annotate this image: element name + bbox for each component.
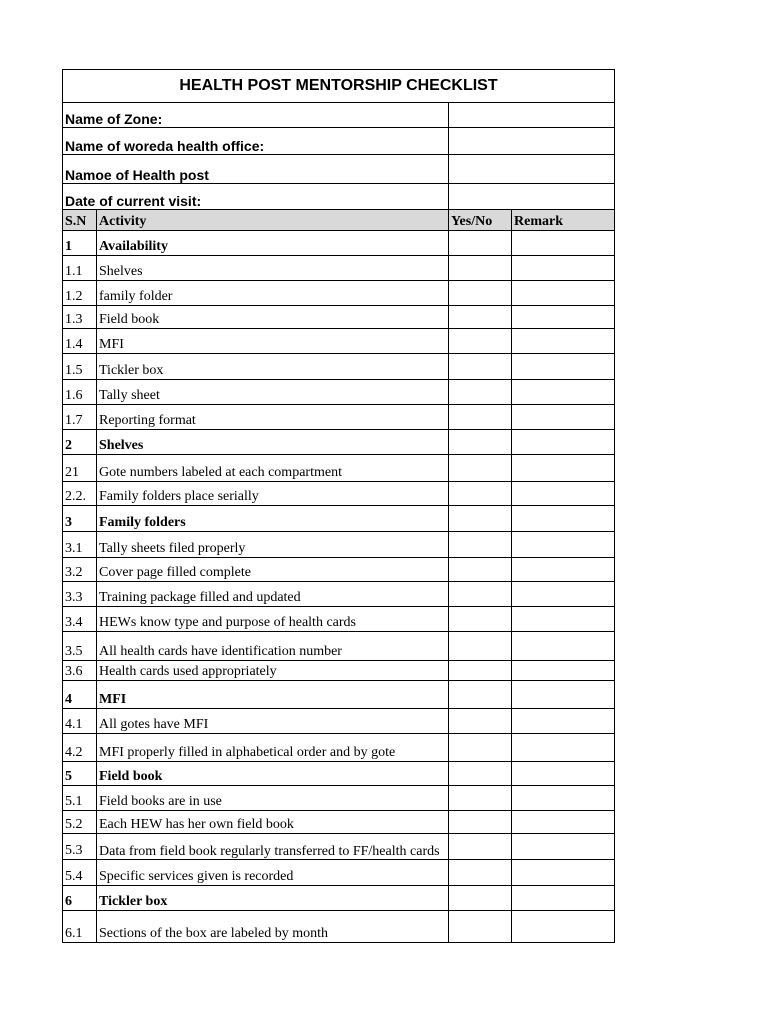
yesno-cell[interactable]	[449, 380, 512, 405]
info-field-row	[63, 103, 615, 128]
yesno-cell[interactable]	[449, 709, 512, 734]
remark-cell[interactable]	[512, 506, 615, 532]
row-activity: Availability	[97, 231, 449, 256]
row-activity	[97, 834, 449, 860]
remark-cell[interactable]	[512, 306, 615, 329]
yesno-cell[interactable]	[449, 681, 512, 709]
checklist-row	[63, 558, 615, 582]
row-sn: 5	[63, 762, 97, 786]
row-sn: 4.1	[63, 709, 97, 734]
yesno-cell[interactable]	[449, 256, 512, 281]
row-sn: 5.1	[63, 786, 97, 811]
row-activity: Family folders	[97, 506, 449, 532]
yesno-cell[interactable]	[449, 558, 512, 582]
yesno-cell[interactable]	[449, 811, 512, 834]
checklist-row	[63, 607, 615, 632]
header-remark: Remark	[512, 210, 615, 231]
remark-cell[interactable]	[512, 354, 615, 380]
checklist-row	[63, 582, 615, 607]
row-activity: Specific services given is recorded	[97, 860, 449, 886]
mentorship-checklist-table	[62, 69, 615, 943]
row-sn: 3.6	[63, 661, 97, 681]
checklist-row	[63, 811, 615, 834]
row-activity: MFI	[97, 681, 449, 709]
checklist-row	[63, 532, 615, 558]
remark-cell[interactable]	[512, 558, 615, 582]
row-activity: MFI properly filled in alphabetical order and by gote	[97, 734, 449, 762]
remark-cell[interactable]	[512, 430, 615, 455]
checklist-row	[63, 405, 615, 430]
remark-cell[interactable]	[512, 811, 615, 834]
remark-cell[interactable]	[512, 231, 615, 256]
row-sn: 1	[63, 231, 97, 256]
row-activity: Field books are in use	[97, 786, 449, 811]
remark-cell[interactable]	[512, 860, 615, 886]
yesno-cell[interactable]	[449, 661, 512, 681]
info-field-value[interactable]	[449, 155, 615, 184]
remark-cell[interactable]	[512, 380, 615, 405]
checklist-row	[63, 834, 615, 860]
info-field-label: Name of Zone:	[63, 103, 449, 128]
row-sn: 3.5	[63, 632, 97, 661]
section-row	[63, 506, 615, 532]
remark-cell[interactable]	[512, 734, 615, 762]
row-activity: Field book	[97, 762, 449, 786]
yesno-cell[interactable]	[449, 786, 512, 811]
yesno-cell[interactable]	[449, 506, 512, 532]
row-sn: 3.3	[63, 582, 97, 607]
section-row	[63, 430, 615, 455]
row-activity: Tickler box	[97, 886, 449, 911]
row-activity: Reporting format	[97, 405, 449, 430]
remark-cell[interactable]	[512, 607, 615, 632]
info-field-label: Namoe of Health post	[63, 155, 449, 184]
row-activity: Sections of the box are labeled by month	[97, 911, 449, 943]
row-sn: 6	[63, 886, 97, 911]
info-field-label: Name of woreda health office:	[63, 128, 449, 155]
section-row	[63, 681, 615, 709]
row-sn: 5.2	[63, 811, 97, 834]
row-activity: Health cards used appropriately	[97, 661, 449, 681]
checklist-row	[63, 482, 615, 506]
remark-cell[interactable]	[512, 582, 615, 607]
yesno-cell[interactable]	[449, 607, 512, 632]
row-activity: Cover page filled complete	[97, 558, 449, 582]
info-field-value[interactable]	[449, 184, 615, 210]
row-sn: 1.6	[63, 380, 97, 405]
row-activity: Tally sheets filed properly	[97, 532, 449, 558]
yesno-cell[interactable]	[449, 482, 512, 506]
remark-cell[interactable]	[512, 834, 615, 860]
yesno-cell[interactable]	[449, 860, 512, 886]
header-yesno: Yes/No	[449, 210, 512, 231]
yesno-cell[interactable]	[449, 455, 512, 482]
row-activity: Tickler box	[97, 354, 449, 380]
row-sn: 4	[63, 681, 97, 709]
row-activity: Family folders place serially	[97, 482, 449, 506]
remark-cell[interactable]	[512, 532, 615, 558]
section-row	[63, 762, 615, 786]
row-activity: Shelves	[97, 430, 449, 455]
remark-cell[interactable]	[512, 329, 615, 354]
yesno-cell[interactable]	[449, 632, 512, 661]
checklist-row	[63, 256, 615, 281]
row-sn: 3.2	[63, 558, 97, 582]
checklist-row	[63, 860, 615, 886]
row-activity: family folder	[97, 281, 449, 306]
row-sn: 3.1	[63, 532, 97, 558]
row-sn: 1.4	[63, 329, 97, 354]
checklist-row	[63, 354, 615, 380]
checklist-row	[63, 632, 615, 661]
yesno-cell[interactable]	[449, 834, 512, 860]
row-sn: 5.3	[63, 834, 97, 860]
checklist-row	[63, 911, 615, 943]
row-sn: 5.4	[63, 860, 97, 886]
row-activity: All gotes have MFI	[97, 709, 449, 734]
info-field-row	[63, 184, 615, 210]
section-row	[63, 231, 615, 256]
checklist-row	[63, 306, 615, 329]
yesno-cell[interactable]	[449, 329, 512, 354]
checklist-row	[63, 455, 615, 482]
row-sn: 2	[63, 430, 97, 455]
checklist-row	[63, 281, 615, 306]
yesno-cell[interactable]	[449, 430, 512, 455]
header-sn: S.N	[63, 210, 97, 231]
yesno-cell[interactable]	[449, 734, 512, 762]
remark-cell[interactable]	[512, 632, 615, 661]
row-sn: 6.1	[63, 911, 97, 943]
checklist-row	[63, 661, 615, 681]
remark-cell[interactable]	[512, 709, 615, 734]
remark-cell[interactable]	[512, 762, 615, 786]
info-field-label: Date of current visit:	[63, 184, 449, 210]
checklist-row	[63, 380, 615, 405]
yesno-cell[interactable]	[449, 911, 512, 943]
yesno-cell[interactable]	[449, 532, 512, 558]
row-sn: 1.7	[63, 405, 97, 430]
remark-cell[interactable]	[512, 681, 615, 709]
row-activity: Tally sheet	[97, 380, 449, 405]
remark-cell[interactable]	[512, 786, 615, 811]
row-sn: 1.1	[63, 256, 97, 281]
info-field-value[interactable]	[449, 128, 615, 155]
row-activity-text: Data from field book regularly transferred to FF/health cards	[99, 844, 440, 859]
yesno-cell[interactable]	[449, 582, 512, 607]
checklist-row	[63, 709, 615, 734]
checklist-title: HEALTH POST MENTORSHIP CHECKLIST	[63, 70, 615, 103]
row-activity: Field book	[97, 306, 449, 329]
yesno-cell[interactable]	[449, 405, 512, 430]
row-sn: 3	[63, 506, 97, 532]
info-field-row	[63, 155, 615, 184]
column-header-row	[63, 210, 615, 231]
row-activity: Shelves	[97, 256, 449, 281]
info-field-row	[63, 128, 615, 155]
row-activity: All health cards have identification number	[97, 632, 449, 661]
row-activity: Training package filled and updated	[97, 582, 449, 607]
row-sn: 1.2	[63, 281, 97, 306]
row-sn: 1.5	[63, 354, 97, 380]
remark-cell[interactable]	[512, 482, 615, 506]
section-row	[63, 886, 615, 911]
yesno-cell[interactable]	[449, 354, 512, 380]
remark-cell[interactable]	[512, 886, 615, 911]
checklist-row	[63, 734, 615, 762]
title-row	[63, 70, 615, 103]
row-activity: MFI	[97, 329, 449, 354]
row-sn: 21	[63, 455, 97, 482]
row-activity: Gote numbers labeled at each compartment	[97, 455, 449, 482]
header-activity: Activity	[97, 210, 449, 231]
yesno-cell[interactable]	[449, 231, 512, 256]
yesno-cell[interactable]	[449, 306, 512, 329]
row-activity: Each HEW has her own field book	[97, 811, 449, 834]
info-field-value[interactable]	[449, 103, 615, 128]
yesno-cell[interactable]	[449, 281, 512, 306]
remark-cell[interactable]	[512, 256, 615, 281]
yesno-cell[interactable]	[449, 762, 512, 786]
remark-cell[interactable]	[512, 455, 615, 482]
remark-cell[interactable]	[512, 281, 615, 306]
checklist-row	[63, 329, 615, 354]
row-sn: 2.2.	[63, 482, 97, 506]
remark-cell[interactable]	[512, 661, 615, 681]
remark-cell[interactable]	[512, 911, 615, 943]
row-sn: 4.2	[63, 734, 97, 762]
row-sn: 3.4	[63, 607, 97, 632]
checklist-row	[63, 786, 615, 811]
remark-cell[interactable]	[512, 405, 615, 430]
row-sn: 1.3	[63, 306, 97, 329]
yesno-cell[interactable]	[449, 886, 512, 911]
row-activity: HEWs know type and purpose of health cards	[97, 607, 449, 632]
